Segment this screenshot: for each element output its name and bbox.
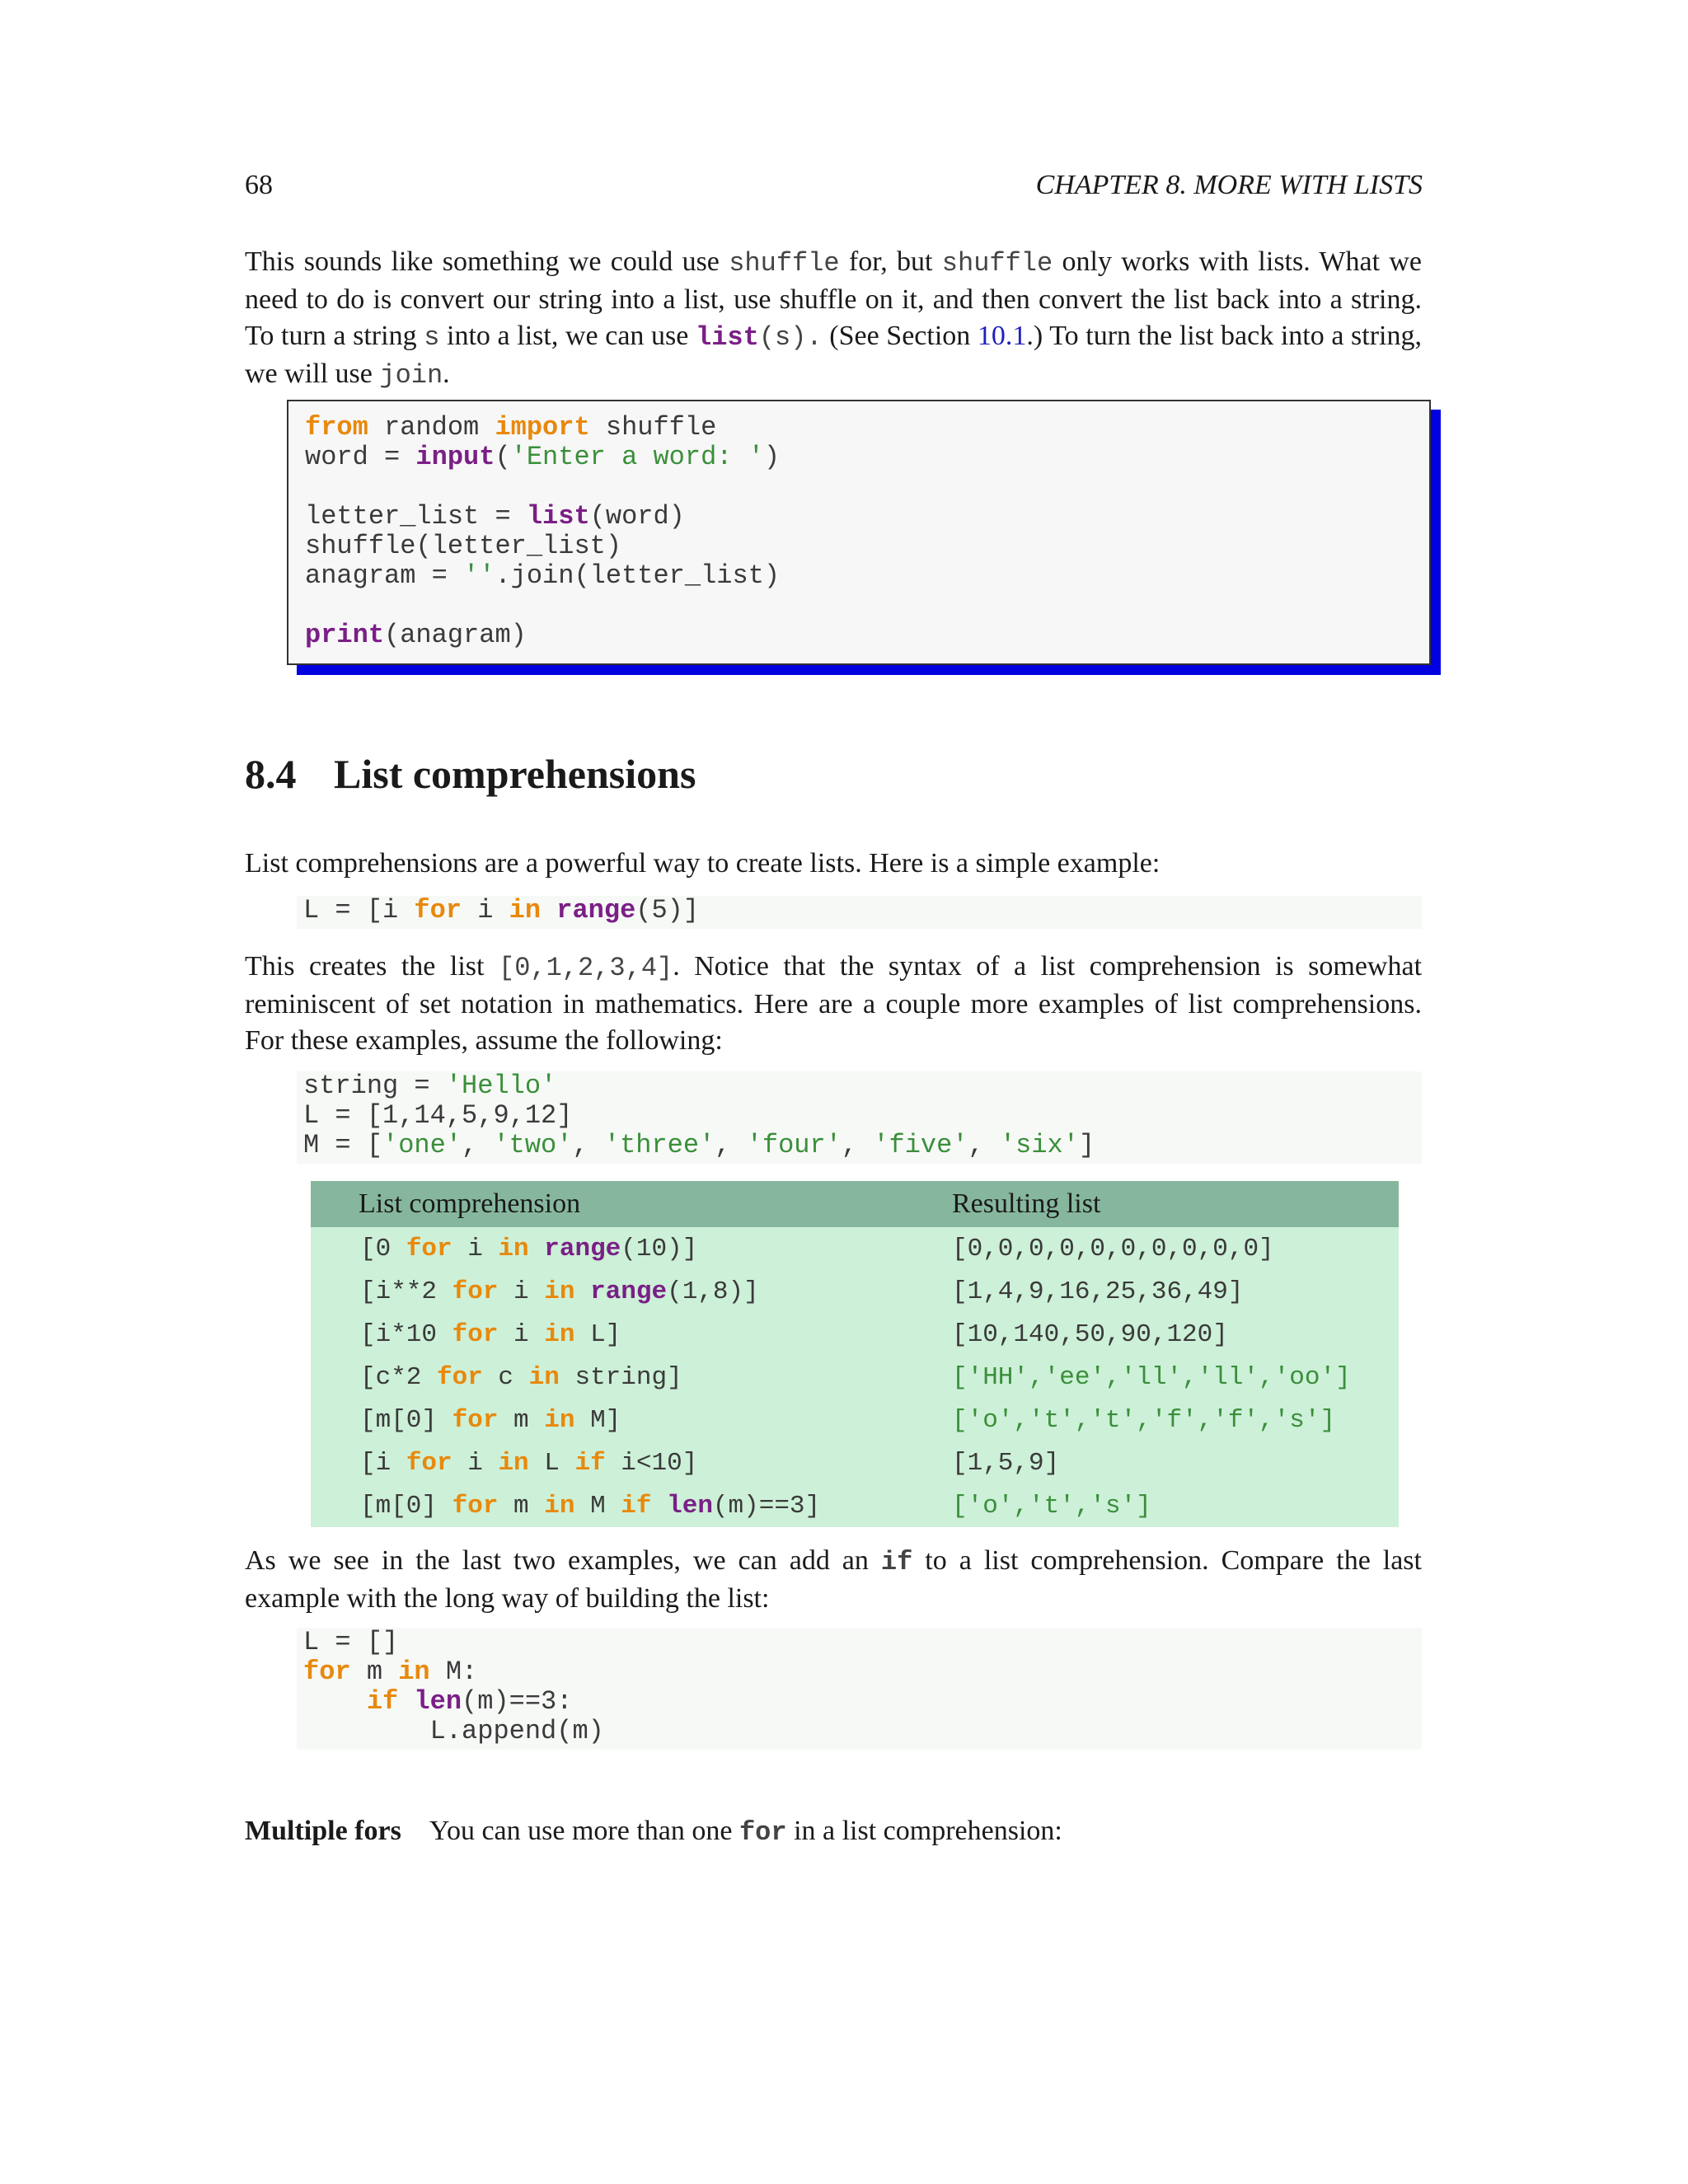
section-link[interactable]: 10.1 [977, 321, 1027, 351]
running-header: CHAPTER 8. MORE WITH LISTS [1035, 170, 1423, 200]
code-snippet-assumptions: string = 'Hello' L = [1,14,5,9,12] M = ['one', 'two', 'three', 'four', 'five', 'six'] [297, 1071, 1422, 1164]
column-header: List comprehension [311, 1181, 952, 1227]
table-row: [c*2 for c in string] ['HH','ee','ll','ll','oo'] [311, 1356, 1399, 1399]
paragraph-multiple-fors: Multiple fors You can use more than one for in a list comprehension: [245, 1816, 1062, 1848]
table-header-row [311, 1181, 1399, 1227]
table-row: [m[0] for m in M] ['o','t','t','f','f','s'] [311, 1399, 1399, 1441]
paragraph-set-notation: This creates the list [0,1,2,3,4]. Notice that the syntax of a list comprehension is somewhat reminiscent of set notation in mathematics. Here are a couple more examples of list comprehensions. For these examples, assume the following: [245, 951, 1423, 1056]
code-snippet-range: L = [i for i in range(5)] [297, 896, 1422, 929]
paragraph-intro: List comprehensions are a powerful way to create lists. Here is a simple example: [245, 848, 1160, 879]
paragraph-if-example: As we see in the last two examples, we can add an if to a list comprehension. Compare the last example with the long way of building the list: [245, 1545, 1422, 1614]
table-row: [i for i in L if i<10] [1,5,9] [311, 1441, 1399, 1484]
table-row: [m[0] for m in M if len(m)==3] ['o','t','s'] [311, 1484, 1399, 1527]
paragraph-shuffle: This sounds like something we could use shuffle for, but shuffle only works with lists. What we need to do is convert our string into a list, use shuffle on it, and then convert the list back into a string. To turn a string s into a list, we can use list(s). (See Section 10.1.) To turn the list back into a string, we will use join. [245, 246, 1423, 391]
code-snippet-long-way: L = [] for m in M: if len(m)==3: L.append(m) [297, 1628, 1422, 1750]
page-number: 68 [245, 170, 273, 200]
code-listing-anagram: from random import shuffle word = input('Enter a word: ') letter_list = list(word) shuffle(letter_list) anagram = ''.join(letter_list) print(anagram) [287, 400, 1431, 665]
column-header: Resulting list [952, 1181, 1399, 1227]
comprehension-table [311, 1181, 1399, 1527]
table-row: [i**2 for i in range(1,8)] [1,4,9,16,25,36,49] [311, 1270, 1399, 1313]
section-heading: 8.4 List comprehensions [245, 751, 696, 797]
table-row: [0 for i in range(10)] [0,0,0,0,0,0,0,0,0,0] [311, 1227, 1399, 1270]
table-row: [i*10 for i in L] [10,140,50,90,120] [311, 1313, 1399, 1356]
